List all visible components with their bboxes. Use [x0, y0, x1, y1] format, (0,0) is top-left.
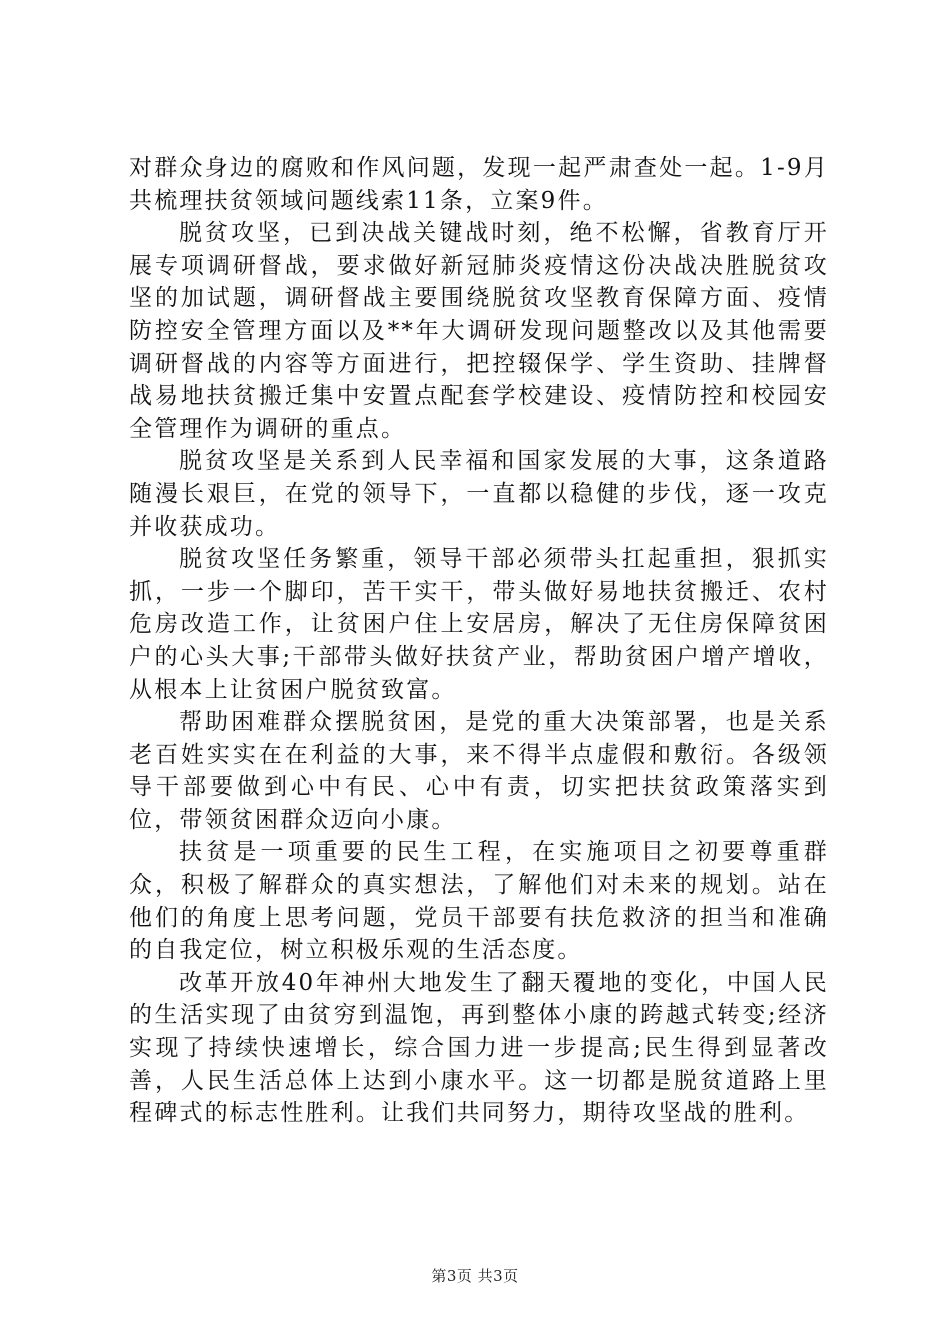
paragraph-3: 脱贫攻坚是关系到人民幸福和国家发展的大事，这条道路随漫长艰巨，在党的领导下，一直都以稳健的步伐，逐一攻克并收获成功。	[129, 448, 829, 540]
paragraph-1: 对群众身边的腐败和作风问题，发现一起严肃查处一起。1-9月共梳理扶贫领域问题线索11条，立案9件。	[129, 155, 829, 214]
paragraph-4: 脱贫攻坚任务繁重，领导干部必须带头扛起重担，狠抓实抓，一步一个脚印，苦干实干，带头做好易地扶贫搬迁、农村危房改造工作，让贫困户住上安居房，解决了无住房保障贫困户的心头大事;干部带头做好扶贫产业，帮助贫困户增产增收，从根本上让贫困户脱贫致富。	[129, 546, 829, 703]
paragraph-5: 帮助困难群众摆脱贫困，是党的重大决策部署，也是关系老百姓实实在在利益的大事，来不得半点虚假和敷衍。各级领导干部要做到心中有民、心中有责，切实把扶贫政策落实到位，带领贫困群众迈向小康。	[129, 709, 829, 833]
paragraph-7: 改革开放40年神州大地发生了翻天覆地的变化，中国人民的生活实现了由贫穷到温饱，再到整体小康的跨越式转变;经济实现了持续快速增长，综合国力进一步提高;民生得到显著改善，人民生活总体上达到小康水平。这一切都是脱贫道路上里程碑式的标志性胜利。让我们共同努力，期待攻坚战的胜利。	[129, 969, 829, 1127]
paragraph-2: 脱贫攻坚，已到决战关键战时刻，绝不松懈，省教育厅开展专项调研督战，要求做好新冠肺炎疫情这份决战决胜脱贫攻坚的加试题，调研督战主要围绕脱贫攻坚教育保障方面、疫情防控安全管理方面以及**年大调研发现问题整改以及其他需要调研督战的内容等方面进行，把控辍保学、学生资助、挂牌督战易地扶贫搬迁集中安置点配套学校建设、疫情防控和校园安全管理作为调研的重点。	[129, 220, 829, 442]
page-number-label: 第3页 共3页	[431, 1267, 519, 1285]
document-body	[129, 152, 829, 1130]
paragraph-6: 扶贫是一项重要的民生工程，在实施项目之初要尊重群众，积极了解群众的真实想法，了解他们对未来的规划。站在他们的角度上思考问题，党员干部要有扶危救济的担当和准确的自我定位，树立积极乐观的生活态度。	[129, 839, 829, 964]
page-footer	[0, 1265, 950, 1286]
